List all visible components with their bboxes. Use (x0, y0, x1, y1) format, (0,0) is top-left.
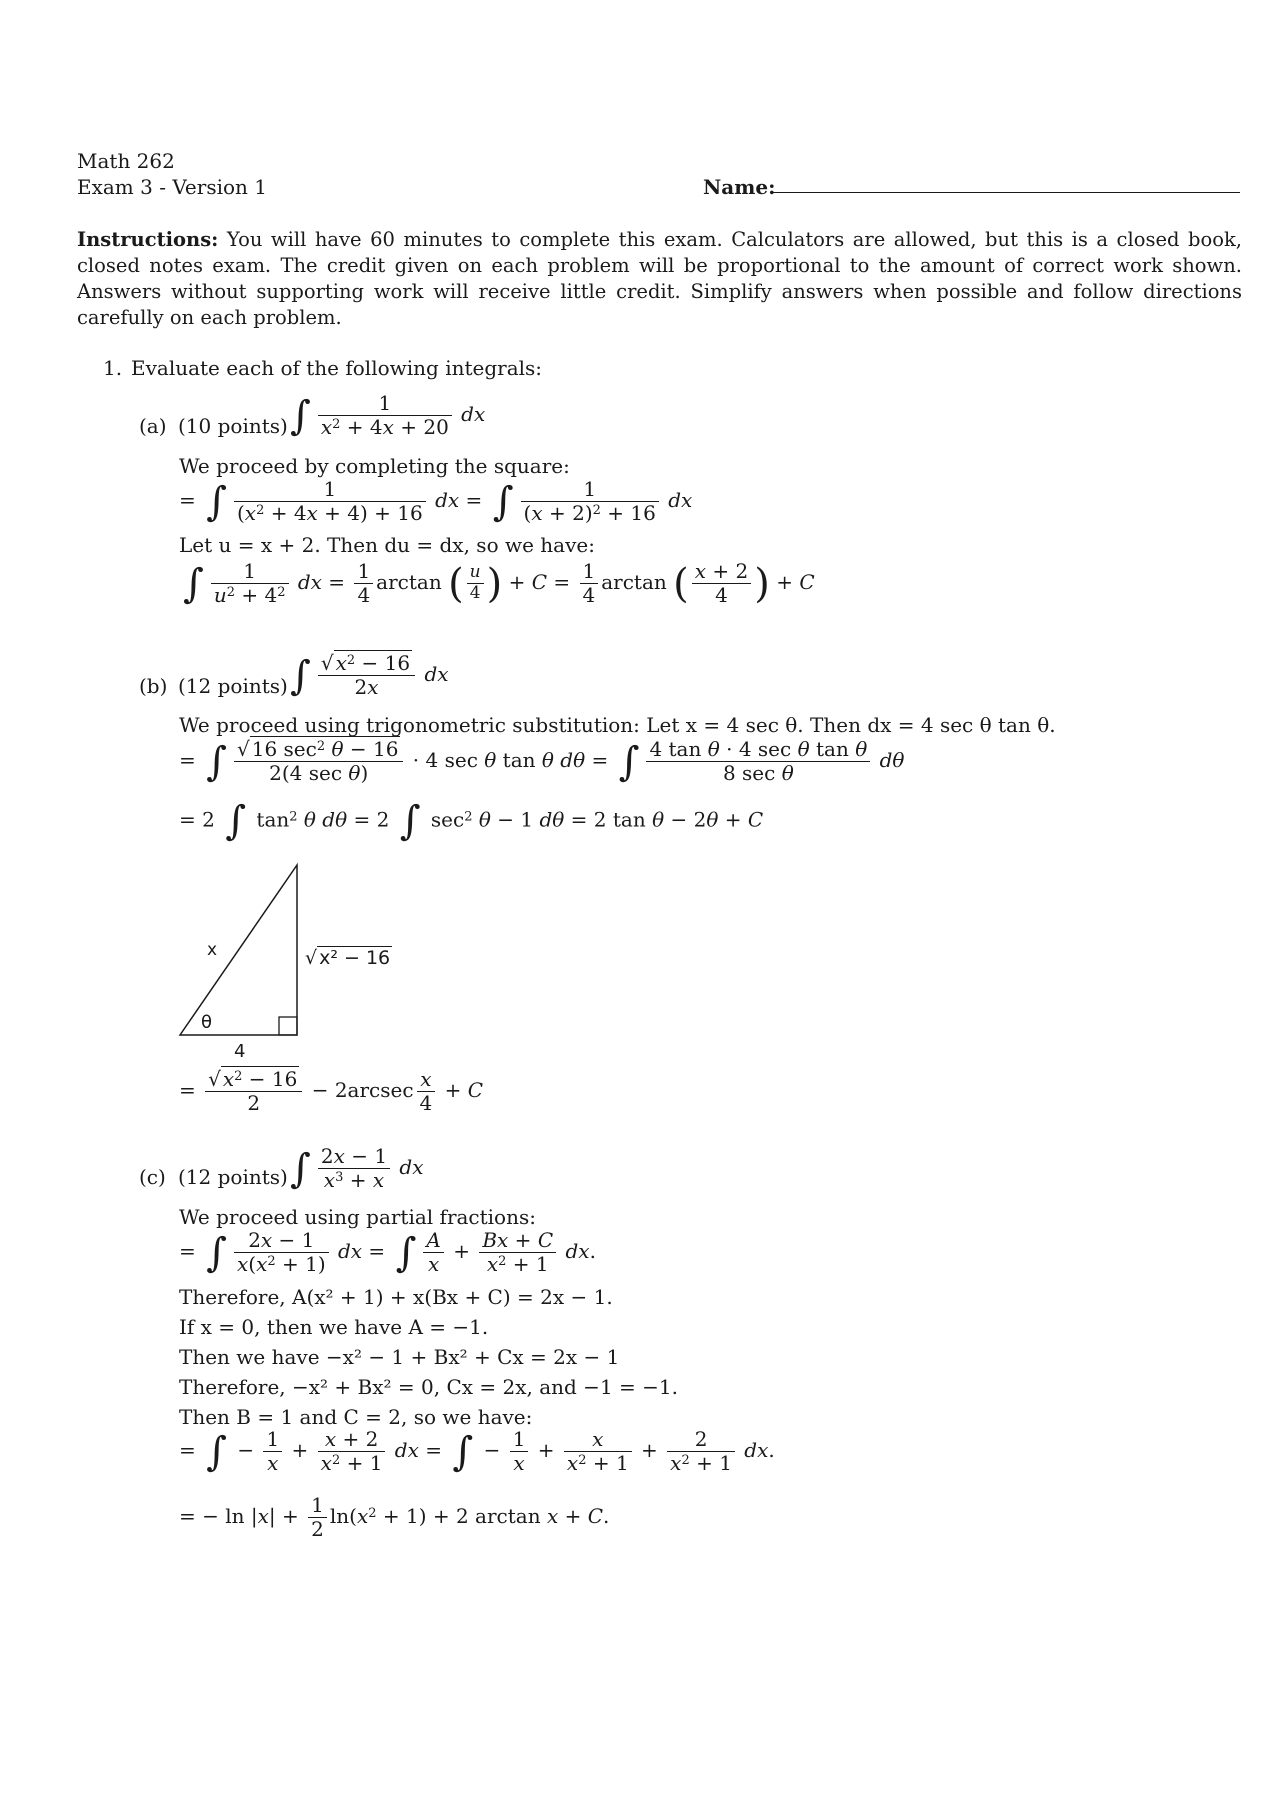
part-b-answer: = $\frac{√ x^2 - 16}{2}$ − 2arcsec $\frac{x}{4}$ + C (179, 1067, 484, 1115)
triangle-hypotenuse-label: x (207, 940, 218, 960)
problem-prompt: Evaluate each of the following integrals: (131, 356, 543, 380)
part-a-points: (10 points) (178, 414, 288, 438)
triangle-angle-label: θ (201, 1012, 213, 1033)
part-b-label: (b) (139, 674, 168, 698)
part-a-label: (a) (139, 414, 167, 438)
triangle-opposite-radicand: x² − 16 (319, 947, 391, 969)
part-b-simplified: = 2 ∫ $\tan^2 \theta$ dθ = 2 ∫ $\sec^2 \theta - 1$ dθ = 2 tan θ − 2θ + C (179, 798, 764, 844)
part-c-label: (c) (139, 1165, 166, 1189)
part-b-integral: ∫ $\frac{√ x^2 - 16}{2x}$ dx (290, 651, 449, 699)
triangle-opposite-label (305, 947, 392, 969)
course-title: Math 262 (77, 149, 175, 173)
triangle-adjacent-label: 4 (234, 1041, 246, 1062)
part-c-answer: = − ln |x| + $\frac{1}{2}$ $\ln(x^2 + 1) + 2$ arctan x + C. (179, 1493, 610, 1541)
name-line[interactable] (771, 192, 1240, 193)
part-c-step4: Then we have −x² − 1 + Bx² + Cx = 2x − 1 (179, 1345, 620, 1369)
part-c-step6: Then B = 1 and C = 2, so we have: (179, 1405, 533, 1429)
triangle-shape (180, 865, 297, 1035)
part-c-step1: We proceed using partial fractions: (179, 1205, 536, 1229)
part-a-complete-square: = ∫ $\frac{1}{(x^2 + 4x + 4) + 16}$ dx = ∫ $\frac{1}{(x + 2)^2 + 16}$ dx (179, 477, 693, 525)
part-a-result: ∫ $\frac{1}{u^2 + 4^2}$ dx = $\frac{1}{4}$ arctan ( $\frac{u}{4}$ ) + C = $\frac{1}{4}$ arctan ( $\frac{x + 2}{4}$ ) + C (183, 559, 815, 607)
part-a-step1: We proceed by completing the square: (179, 454, 570, 478)
part-b-step1: We proceed using trigonometric substitution: Let x = 4 sec θ. Then dx = 4 sec θ tan θ. (179, 713, 1056, 737)
instructions-text: You will have 60 minutes to complete this exam. Calculators are allowed, but this is a closed book, closed notes exam. The credit given on each problem will be proportional to the amount of correct work shown. Answers without supporting work will receive little credit. Simplify answers when possible and follow directions carefully on each problem. (77, 228, 1242, 329)
exam-version: Exam 3 - Version 1 (77, 175, 267, 199)
part-c-step5: Therefore, −x² + Bx² = 0, Cx = 2x, and −1 = −1. (179, 1375, 678, 1399)
part-b-substitution: = ∫ $\frac{√ 16 \sec^2 \theta - 16}{\text{2(4 sec θ)}}$ · 4 sec θ tan θ dθ = ∫ $\frac{\text{4 tan θ · 4 sec θ tan θ}}{\text{8 sec θ}}$ dθ (179, 737, 905, 785)
part-c-step2: Therefore, A(x² + 1) + x(Bx + C) = 2x − 1. (179, 1285, 613, 1309)
part-c-points: (12 points) (178, 1165, 288, 1189)
instructions-label: Instructions: (77, 228, 219, 251)
problem-number: 1. (103, 356, 123, 380)
part-c-decomposition: = ∫ $\frac{2x - 1}{x(x^2 + 1)}$ dx = ∫ $\frac{A}{x}$ + $\frac{Bx + C}{x^2 + 1}$ dx. (179, 1228, 596, 1276)
instructions (77, 227, 1242, 331)
sqrt-symbol: √ (305, 947, 318, 969)
part-a-step2: Let u = x + 2. Then du = dx, so we have: (179, 533, 595, 557)
part-c-split: = ∫ − $\frac{1}{x}$ + $\frac{x + 2}{x^2 + 1}$ dx = ∫ − $\frac{1}{x}$ + $\frac{x}{x^2 + 1}$ + $\frac{2}{x^2 + 1}$ dx. (179, 1427, 775, 1475)
right-angle-marker (279, 1017, 297, 1035)
part-a-integral: ∫ $\frac{1}{x^2 + 4x + 20}$ dx (290, 391, 486, 439)
part-c-step3: If x = 0, then we have A = −1. (179, 1315, 489, 1339)
part-b-points: (12 points) (178, 674, 288, 698)
part-c-integral: ∫ $\frac{2x - 1}{x^3 + x}$ dx (290, 1144, 424, 1192)
name-label: Name: (703, 175, 776, 199)
